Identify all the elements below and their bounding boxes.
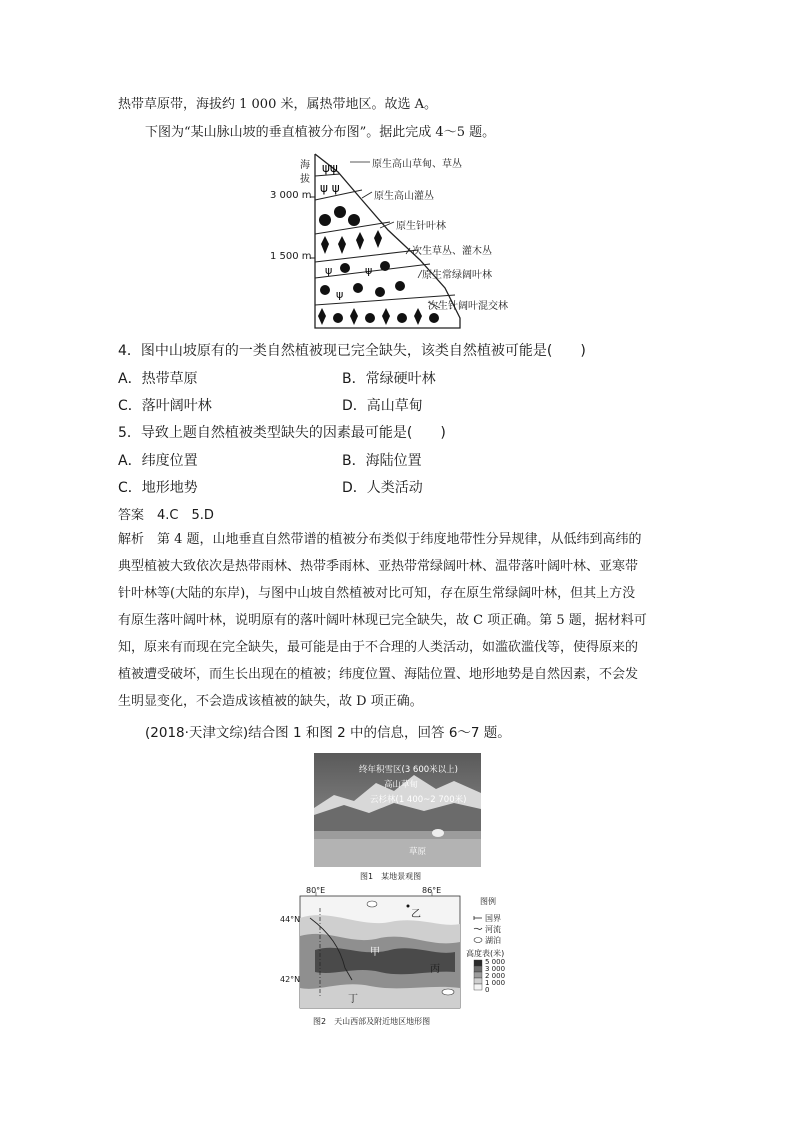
- q5-option-a: A．纬度位置: [118, 453, 198, 469]
- map-caption: 图2 天山西部及附近地区地形图: [313, 1017, 431, 1026]
- svg-text:ψ: ψ: [325, 264, 333, 277]
- zone-label-6: 次生针阔叶混交林: [428, 301, 508, 312]
- lat-44: 44°N: [280, 915, 301, 924]
- analysis-line-1: 解析 第 4 题，山地垂直自然带谱的植被分布类似于纬度地带性分异规律，从低纬到高纬的: [118, 532, 642, 547]
- zone-label-1: 原生高山草甸、草丛: [372, 159, 462, 170]
- legend-h5000: 5 000: [485, 958, 506, 966]
- legend-river: 河流: [485, 925, 501, 934]
- zone-label-2: 原生高山灌丛: [374, 191, 434, 202]
- svg-text:ψ: ψ: [365, 264, 373, 277]
- analysis-line-2: 典型植被大致依次是热带雨林、热带季雨林、亚热带常绿阔叶林、温带落叶阔叶林、亚寒带: [118, 559, 639, 574]
- tianshan-map: [280, 888, 520, 1018]
- legend-h2000: 2 000: [485, 972, 506, 980]
- altitude-label-1: 海: [300, 160, 310, 171]
- legend-border: 国界: [485, 914, 501, 923]
- tick-1500: 1 500 m: [270, 251, 312, 262]
- altitude-label-2: 拔: [300, 174, 310, 185]
- vegetation-diagram: [270, 150, 530, 332]
- photo-label-spruce: 云杉林(1 400~2 700米): [370, 795, 467, 805]
- map-label-bing: 丙: [430, 964, 440, 975]
- photo-label-meadow: 高山草甸: [384, 780, 419, 790]
- intro2-text: (2018·天津文综)结合图 1 和图 2 中的信息，回答 6～7 题。: [145, 725, 511, 741]
- zone-label-3: 原生针叶林: [396, 221, 446, 232]
- svg-text:ψψ: ψψ: [322, 161, 338, 175]
- legend-lake: 湖泊: [485, 936, 501, 945]
- tick-3000: 3 000 m: [270, 190, 312, 201]
- photo-label-grassland: 草原: [409, 847, 427, 857]
- q5-option-b: B．海陆位置: [342, 453, 422, 469]
- svg-text:ψ: ψ: [336, 288, 344, 301]
- svg-text:ψ ψ: ψ ψ: [320, 181, 340, 195]
- q4-option-d: D．高山草甸: [342, 398, 423, 414]
- q5-option-c: C．地形地势: [118, 480, 198, 496]
- analysis-line-7: 生明显变化，不会造成该植被的缺失，故 D 项正确。: [118, 694, 423, 709]
- q5-stem: 5．导致上题自然植被类型缺失的因素最可能是( ): [118, 425, 446, 441]
- analysis-line-5: 知，原来有而现在完全缺失，最可能是由于不合理的人类活动，如滥砍滥伐等，使得原来的: [118, 640, 639, 655]
- answer-text: 答案 4.C 5.D: [118, 508, 214, 523]
- top-text: 热带草原带，海拔约 1 000 米，属热带地区。故选 A。: [118, 97, 438, 112]
- q4-option-b: B．常绿硬叶林: [342, 371, 436, 387]
- lon-80: 80°E: [306, 886, 326, 895]
- legend-h1000: 1 000: [485, 979, 506, 987]
- intro-text: 下图为“某山脉山坡的垂直植被分布图”。据此完成 4～5 题。: [145, 125, 496, 140]
- lon-86: 86°E: [422, 886, 442, 895]
- map-label-yi: 乙: [411, 909, 421, 920]
- legend-h0: 0: [485, 986, 490, 994]
- map-label-jia: 甲: [370, 947, 380, 958]
- photo-label-snow: 终年积雪区(3 600米以上): [359, 765, 458, 775]
- legend-h3000: 3 000: [485, 965, 506, 973]
- analysis-line-4: 有原生落叶阔叶林，说明原有的落叶阔叶林现已完全缺失，故 C 项正确。第 5 题，据材料可: [118, 613, 647, 628]
- q4-option-a: A．热带草原: [118, 371, 198, 387]
- zone-label-5: 原生常绿阔叶林: [422, 270, 492, 281]
- analysis-line-3: 针叶林等(大陆的东岸)，与图中山坡自然植被对比可知，存在原生常绿阔叶林，但其上方没: [118, 586, 636, 601]
- zone-label-4: 次生草丛、灌木丛: [412, 246, 492, 257]
- legend-title: 图例: [480, 897, 496, 906]
- map-label-ding: 丁: [348, 994, 358, 1005]
- lat-42: 42°N: [280, 975, 301, 984]
- legend-height-title: 高度表(米): [466, 949, 505, 958]
- q4-option-c: C．落叶阔叶林: [118, 398, 212, 414]
- q5-option-d: D．人类活动: [342, 480, 423, 496]
- q4-stem: 4．图中山坡原有的一类自然植被现已完全缺失，该类自然植被可能是( ): [118, 343, 586, 359]
- photo-caption: 图1 某地景观图: [360, 872, 422, 881]
- analysis-line-6: 植被遭受破坏，而生长出现在的植被；纬度位置、海陆位置、地形地势是自然因素，不会发: [118, 667, 639, 682]
- landscape-photo: [314, 753, 481, 867]
